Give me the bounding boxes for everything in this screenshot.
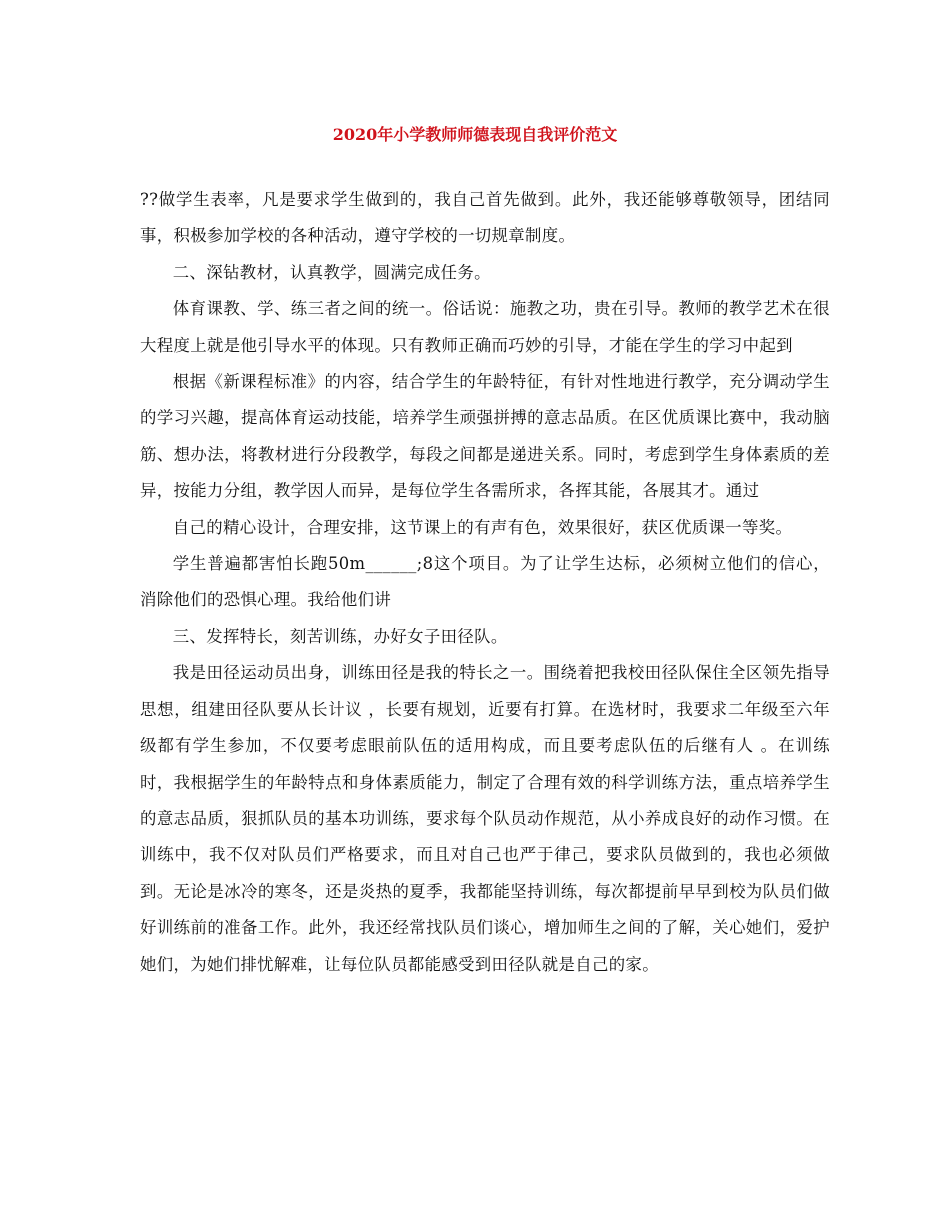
paragraph-2-heading: 二、深钻教材，认真教学，圆满完成任务。	[172, 262, 491, 282]
document-body	[140, 182, 830, 983]
paragraph-4: 根据《新课程标准》的内容，结合学生的年龄特征，有针对性地进行教学，充分调动学生的学习兴趣，提高体育运动技能，培养学生顽强拼搏的意志品质。在区优质课比赛中，我动脑筋、想办法，将教材进行分段教学，每段之间都是递进关系。同时，考虑到学生身体素质的差异，按能力分组，教学因人而异，是每位学生各需所求，各挥其能，各展其才。通过	[140, 372, 830, 501]
paragraph-7-heading: 三、发挥特长，刻苦训练，办好女子田径队。	[172, 626, 508, 646]
paragraph-8: 我是田径运动员出身，训练田径是我的特长之一。围绕着把我校田径队保住全区领先指导思想，组建田径队要从长计议 ，长要有规划，近要有打算。在选材时，我要求二年级至六年级都有学生参加，不仅要考虑眼前队伍的适用构成，而且要考虑队伍的后继有人 。在训练时，我根据学生的年龄特点和身体素质能力，制定了合理有效的科学训练方法，重点培养学生的意志品质，狠抓队员的基本功训练，要求每个队员动作规范，从小养成良好的动作习惯。在训练中，我不仅对队员们严格要求，而且对自己也严于律己，要求队员做到的，我也必须做到。无论是冰冷的寒冬，还是炎热的夏季，我都能坚持训练，每次都提前早早到校为队员们做好训练前的准备工作。此外，我还经常找队员们谈心，增加师生之间的了解，关心她们，爱护她们，为她们排忧解难，让每位队员都能感受到田径队就是自己的家。	[140, 663, 830, 974]
paragraph-1: ??做学生表率，凡是要求学生做到的，我自己首先做到。此外，我还能够尊敬领导，团结同事，积极参加学校的各种活动，遵守学校的一切规章制度。	[140, 190, 830, 246]
paragraph-6: 学生普遍都害怕长跑50m______;8这个项目。为了让学生达标，必须树立他们的信心，消除他们的恐惧心理。我给他们讲	[140, 554, 830, 610]
paragraph-3: 体育课教、学、练三者之间的统一。俗话说：施教之功，贵在引导。教师的教学艺术在很大程度上就是他引导水平的体现。只有教师正确而巧妙的引导，才能在学生的学习中起到	[140, 299, 830, 355]
paragraph-5: 自己的精心设计，合理安排，这节课上的有声有色，效果很好，获区优质课一等奖。	[172, 517, 793, 537]
document-title: 2020年小学教师师德表现自我评价范文	[332, 125, 618, 144]
